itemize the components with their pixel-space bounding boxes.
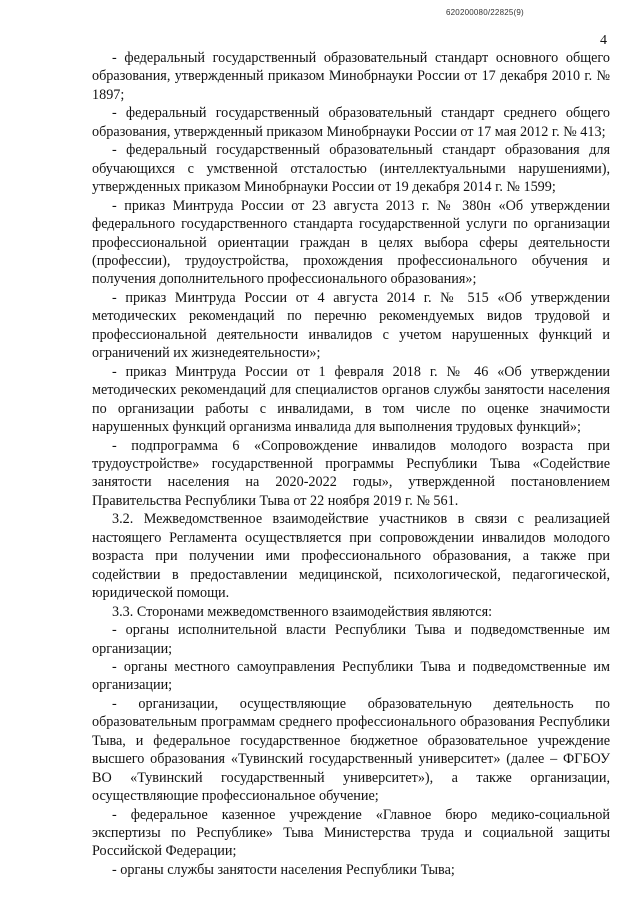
paragraph: - подпрограмма 6 «Сопровождение инвалидов молодого возраста при трудоустройстве» государственной программы Республики Тыва «Содействие занятости населения на 2020-2022 годы», утвержденной постановлением Правительства Республики Тыва от 22 ноября 2019 г. № 561.	[92, 437, 610, 509]
footer-mark	[232, 896, 278, 900]
paragraph: - органы исполнительной власти Республики Тыва и подведомственные им организации;	[92, 622, 610, 657]
paragraph: - федеральный государственный образовательный стандарт среднего общего образования, утвержденный приказом Минобрнауки России от 17 мая 2012 г. № 413;	[92, 105, 610, 140]
paragraph: - органы местного самоуправления Республики Тыва и подведомственные им организации;	[92, 658, 610, 694]
paragraph: 3.3. Сторонами межведомственного взаимодействия являются:	[112, 603, 493, 620]
paragraph: - федеральный государственный образовательный стандарт образования для обучающихся с умственной отсталостью (интеллектуальными нарушениями), утвержденных приказом Минобрнауки России от 19 декабря 2014 г. № 1599;	[92, 142, 610, 196]
paragraph: - федеральное казенное учреждение «Главное бюро медико-социальной экспертизы по Республике» Тыва Министерства труда и социальной защиты Российской Федерации;	[92, 806, 610, 860]
paragraph: - приказ Минтруда России от 23 августа 2013 г. № 380н «Об утверждении федерального государственного стандарта государственной услуги по организации профессиональной ориентации граждан в целях выбора сферы деятельности (профессии), трудоустройства, прохождения профессионального обучения и получения дополнительного профессионального образования»;	[92, 197, 610, 288]
document-code: 620200080/22825(9)	[446, 8, 524, 17]
page-number: 4	[600, 33, 607, 48]
paragraph: - приказ Минтруда России от 1 февраля 2018 г. № 46 «Об утверждении методических рекомендаций для специалистов органов службы занятости населения по организации работы с инвалидами, в том числе по оценке значимости нарушенных функций организма инвалида для выполнения трудовых функций»;	[92, 363, 610, 436]
paragraph: - федеральный государственный образовательный стандарт основного общего образования, утвержденный приказом Минобрнауки России от 17 декабря 2010 г. № 1897;	[92, 50, 610, 103]
paragraph: - организации, осуществляющие образовательную деятельность по образовательным программам среднего профессионального образования Республики Тыва, и федеральное государственное бюджетное образовательное учреждение высшего образования «Тувинский государственный университет» (далее – ФГБОУ ВО «Тувинский государственный университет»), а также организации, осуществляющие профессиональное обучение;	[92, 695, 610, 805]
document-body	[92, 49, 610, 879]
paragraph: - органы службы занятости населения Республики Тыва;	[112, 861, 455, 878]
paragraph: 3.2. Межведомственное взаимодействие участников в связи с реализацией настоящего Регламента осуществляется при сопровождении инвалидов молодого возраста при получении ими профессионального образования, а также при содействии в предоставлении медицинской, психологической, педагогической, юридической помощи.	[92, 511, 610, 602]
paragraph: - приказ Минтруда России от 4 августа 2014 г. № 515 «Об утверждении методических рекомендаций по перечню рекомендуемых видов трудовой и профессиональной деятельности инвалидов с учетом нарушенных функций и ограничений их жизнедеятельности»;	[92, 289, 610, 362]
